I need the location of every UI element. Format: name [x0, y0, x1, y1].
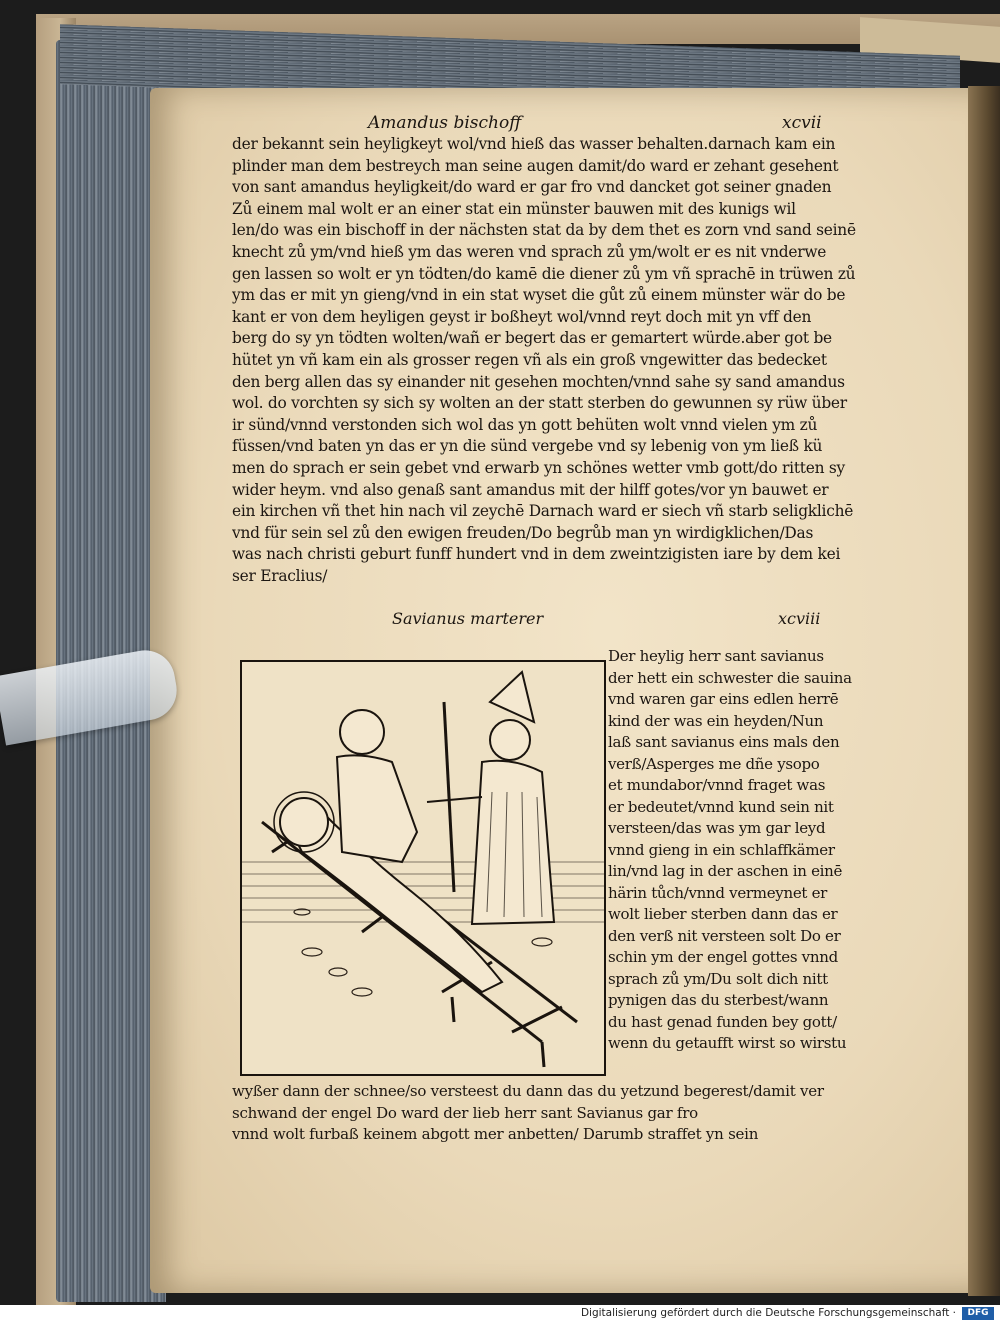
text-line: hütet yn vñ kam ein als grosser regen vñ als ein groß vngewitter das bedecket — [232, 350, 827, 369]
text-line: plinder man dem bestreych man seine augen damit/do ward er zehant gesehent — [232, 156, 839, 175]
section-folio: xcviii — [778, 609, 821, 628]
side-text-line: lin/vnd lag in der aschen in einē — [608, 862, 843, 880]
side-text-line: et mundabor/vnnd fraget was — [608, 776, 826, 794]
text-line: wider heym. vnd also genaß sant amandus mit der hilff gotes/vor yn bauwet er — [232, 480, 829, 499]
text-line: Zů einem mal wolt er an einer stat ein münster bauwen mit des kunigs wil — [232, 199, 796, 218]
side-text-line: wenn du getaufft wirst so wirstu — [608, 1034, 847, 1052]
woodcut-illustration — [240, 660, 606, 1076]
side-text-line: vnd waren gar eins edlen herrē — [608, 690, 839, 708]
text-line: ym das er mit yn gieng/vnd in ein stat wyset die gůt zů einem münster wär do be — [232, 286, 846, 305]
text-line: den berg allen das sy einander nit gesehen mochten/vnnd sahe sy sand amandus — [232, 372, 845, 391]
text-line: ir sünd/vnnd verstonden sich wol das yn gott behüten wolt vnnd vielen ym zů — [232, 415, 818, 434]
text-line: füssen/vnd baten yn das er yn die sünd vergebe vnd sy lebenig von ym ließ kü — [232, 437, 823, 456]
bottom-text-block — [232, 1081, 856, 1146]
side-text-line: er bedeutet/vnnd kund sein nit — [608, 797, 834, 816]
text-line: vnd für sein sel zů den ewigen freuden/Do begrůb man yn wirdigklichen/Das — [232, 523, 814, 542]
side-text-line: härin tůch/vnnd vermeynet er — [608, 883, 828, 902]
text-line: der bekannt sein heyligkeyt wol/vnd hieß das wasser behalten.darnach kam ein — [232, 135, 836, 153]
text-line: len/do was ein bischoff in der nächsten stat da by dem thet es zorn vnd sand seinē — [232, 221, 856, 240]
text-line: gen lassen so wolt er yn tödten/do kamē die diener zů ym vñ sprachē in trüwen zů — [232, 264, 856, 283]
bottom-text-line: vnnd wolt furbaß keinem abgott mer anbetten/ Darumb straffet yn sein — [232, 1125, 759, 1143]
book-gutter — [968, 86, 1000, 1296]
side-text-line: du hast genad funden bey gott/ — [608, 1012, 837, 1031]
running-header-folio: xcvii — [782, 113, 822, 133]
text-line: berg do sy yn tödten wolten/wañ er begert das er gemartert würde.aber got be — [232, 329, 832, 348]
main-text-column — [232, 134, 856, 587]
text-line: von sant amandus heyligkeit/do ward er gar fro vnd dancket got seiner gnaden — [232, 178, 832, 197]
text-line: ser Eraclius/ — [232, 566, 328, 585]
text-line: wol. do vorchten sy sich sy wolten an der statt sterben do gewunnen sy rüw über — [232, 394, 847, 413]
footer-bar — [0, 1305, 1000, 1323]
side-text-line: schin ym der engel gottes vnnd — [608, 948, 838, 966]
side-text-line: Der heylig herr sant savianus — [608, 647, 824, 665]
side-text-line: versteen/das was ym gar leyd — [608, 819, 826, 837]
side-text-line: laß sant savianus eins mals den — [608, 733, 840, 751]
side-text-column — [608, 646, 860, 1055]
side-text-line: kind der was ein heyden/Nun — [608, 711, 824, 730]
woodcut-drawing — [242, 662, 604, 1074]
text-line: knecht zů ym/vnd hieß ym das weren vnd sprach zů ym/wolt er es nit vnderwe — [232, 242, 827, 261]
text-line: men do sprach er sein gebet vnd erwarb yn schönes wetter vmb gott/do ritten sy — [232, 458, 845, 477]
side-text-line: sprach zů ym/Du solt dich nitt — [608, 969, 828, 988]
side-text-line: pynigen das du sterbest/wann — [608, 991, 829, 1009]
side-text-line: den verß nit versteen solt Do er — [608, 926, 841, 945]
running-header-title: Amandus bischoff — [368, 113, 522, 133]
side-text-line: verß/Asperges me dñe ysopo — [608, 754, 820, 773]
bottom-text-line: wyßer dann der schnee/so versteest du dann das du yetzund begerest/damit ver — [232, 1082, 824, 1100]
text-line: ein kirchen vñ thet hin nach vil zeychē Darnach ward er siech vñ starb seligklichē — [232, 502, 854, 521]
text-line: kant er von dem heyligen geyst ir boßheyt wol/vnnd reyt doch mit yn vff den — [232, 307, 812, 326]
side-text-line: der hett ein schwester die sauina — [608, 668, 852, 687]
side-text-line: wolt lieber sterben dann das er — [608, 905, 838, 923]
side-text-line: vnnd gieng in ein schlaffkämer — [608, 840, 835, 859]
bottom-text-line: schwand der engel Do ward der lieb herr sant Savianus gar fro — [232, 1103, 698, 1122]
text-line: was nach christi geburt funff hundert vnd in dem zweintzigisten iare by dem kei — [232, 545, 841, 564]
dfg-logo: DFG — [962, 1307, 994, 1320]
funding-credit: Digitalisierung gefördert durch die Deutsche Forschungsgemeinschaft · — [580, 1307, 956, 1319]
section-title: Savianus marterer — [392, 609, 544, 628]
